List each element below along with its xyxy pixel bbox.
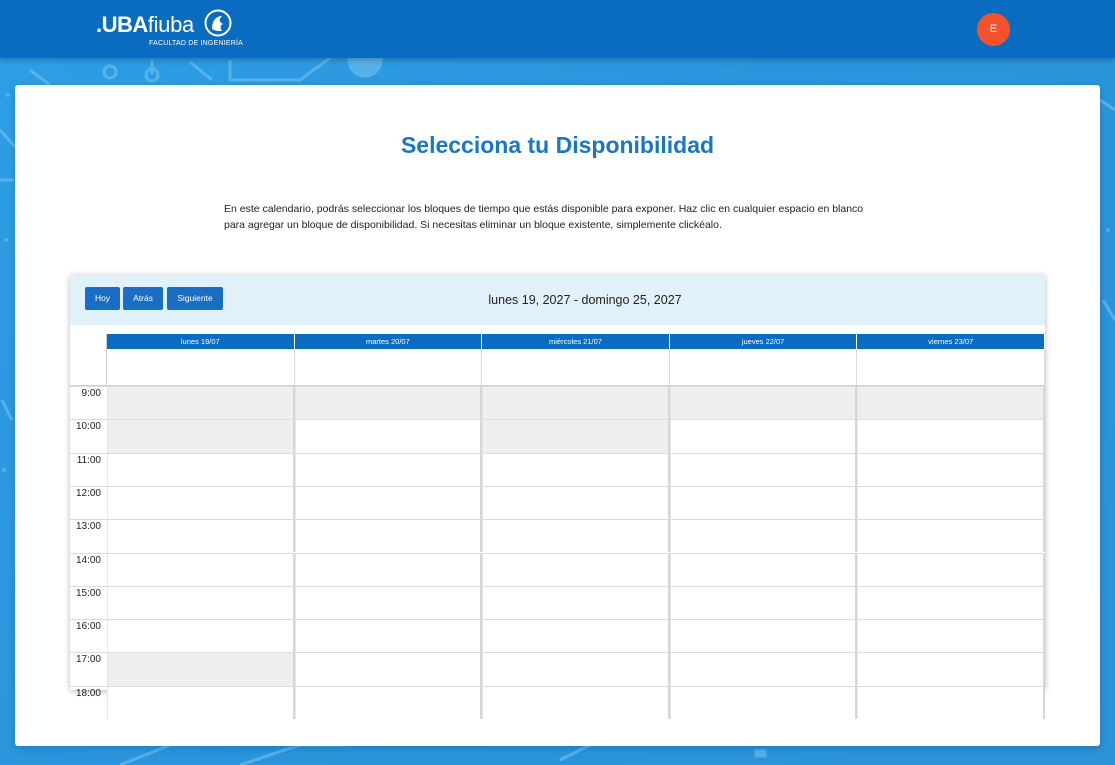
time-slot[interactable] bbox=[670, 652, 858, 685]
time-slot[interactable] bbox=[482, 519, 670, 552]
time-slot[interactable] bbox=[482, 553, 670, 586]
all-day-cell[interactable] bbox=[295, 349, 483, 385]
time-slot[interactable] bbox=[670, 553, 858, 586]
gutter-hour-line bbox=[70, 586, 107, 587]
time-slot[interactable] bbox=[857, 686, 1045, 719]
time-slot[interactable] bbox=[295, 586, 483, 619]
availability-block[interactable] bbox=[295, 386, 483, 419]
logo-wordmark bbox=[96, 13, 194, 37]
time-slot[interactable] bbox=[857, 619, 1045, 652]
next-button[interactable]: Siguiente bbox=[167, 287, 223, 310]
time-slot[interactable] bbox=[670, 519, 858, 552]
gutter-hour-line bbox=[70, 686, 107, 687]
all-day-cell[interactable] bbox=[857, 349, 1045, 385]
availability-block[interactable] bbox=[482, 386, 670, 419]
time-slot[interactable] bbox=[295, 652, 483, 685]
time-slot[interactable] bbox=[482, 686, 670, 719]
week-grid bbox=[70, 334, 1045, 699]
time-slot[interactable] bbox=[295, 453, 483, 486]
day-column-header: jueves 22/07 bbox=[670, 334, 858, 349]
day-column-header: miércoles 21/07 bbox=[482, 334, 670, 349]
time-slot[interactable] bbox=[107, 686, 295, 719]
time-slot[interactable] bbox=[295, 519, 483, 552]
availability-block[interactable] bbox=[107, 386, 295, 419]
page-title: Selecciona tu Disponibilidad bbox=[400, 132, 715, 158]
time-slot[interactable] bbox=[107, 519, 295, 552]
time-slot[interactable] bbox=[295, 686, 483, 719]
time-slot[interactable] bbox=[107, 553, 295, 586]
hour-label: 9:00 bbox=[81, 388, 101, 399]
time-slot[interactable] bbox=[857, 519, 1045, 552]
time-slot[interactable] bbox=[295, 553, 483, 586]
time-slot[interactable] bbox=[670, 453, 858, 486]
intro-line-2: para agregar un bloque de disponibilidad. Si necesitas eliminar un bloque existente, simplemente clickéalo. bbox=[224, 219, 722, 231]
date-range-label: lunes 19, 2027 - domingo 25, 2027 bbox=[488, 293, 682, 307]
gutter-hour-line bbox=[70, 519, 107, 520]
time-slot[interactable] bbox=[482, 486, 670, 519]
hour-label: 12:00 bbox=[75, 487, 101, 499]
gutter-hour-line bbox=[70, 453, 107, 454]
time-slot[interactable] bbox=[107, 453, 295, 486]
gutter-hour-line bbox=[70, 419, 107, 420]
hour-label: 16:00 bbox=[75, 621, 101, 633]
hour-label: 10:00 bbox=[75, 421, 101, 433]
gutter-hour-line bbox=[70, 652, 107, 653]
fiuba-emblem-icon bbox=[204, 9, 232, 37]
availability-block[interactable] bbox=[107, 652, 295, 685]
hour-label: 17:00 bbox=[75, 654, 101, 666]
hour-label: 13:00 bbox=[75, 521, 101, 533]
availability-block[interactable] bbox=[670, 386, 858, 419]
time-slot[interactable] bbox=[670, 619, 858, 652]
intro-line-1: En este calendario, podrás seleccionar los bloques de tiempo que estás disponible para exponer. Haz clic en cualquier espacio en blanco bbox=[224, 203, 864, 215]
time-slot[interactable] bbox=[857, 586, 1045, 619]
time-slot[interactable] bbox=[482, 619, 670, 652]
time-slot[interactable] bbox=[670, 419, 858, 452]
hour-label: 11:00 bbox=[76, 454, 101, 466]
time-slot[interactable] bbox=[482, 453, 670, 486]
hour-label: 18:00 bbox=[75, 687, 101, 699]
hour-label: 14:00 bbox=[75, 554, 101, 566]
today-button[interactable]: Hoy bbox=[85, 287, 120, 310]
gutter-hour-line bbox=[70, 486, 107, 487]
time-slot[interactable] bbox=[107, 586, 295, 619]
gutter-hour-line bbox=[70, 619, 107, 620]
time-gutter-header bbox=[70, 334, 107, 385]
time-slot[interactable] bbox=[482, 586, 670, 619]
main-card bbox=[15, 85, 1100, 746]
time-slot[interactable] bbox=[670, 586, 858, 619]
all-day-cell[interactable] bbox=[670, 349, 858, 385]
time-slot[interactable] bbox=[670, 686, 858, 719]
user-avatar[interactable]: E bbox=[977, 13, 1010, 46]
logo-subtitle: FACULTAD DE INGENIERÍA bbox=[149, 40, 243, 47]
day-column-header: viernes 23/07 bbox=[857, 334, 1045, 349]
all-day-cell[interactable] bbox=[482, 349, 670, 385]
all-day-cell[interactable] bbox=[107, 349, 295, 385]
time-slot[interactable] bbox=[107, 619, 295, 652]
time-slot[interactable] bbox=[295, 419, 483, 452]
day-column-header: lunes 19/07 bbox=[107, 334, 295, 349]
gutter-hour-line bbox=[70, 386, 107, 387]
gutter-hour-line bbox=[70, 553, 107, 554]
time-slot[interactable] bbox=[482, 652, 670, 685]
availability-block[interactable] bbox=[482, 419, 670, 452]
availability-calendar bbox=[70, 275, 1045, 699]
time-slot[interactable] bbox=[295, 619, 483, 652]
intro-text bbox=[224, 201, 904, 233]
logo-uba-text: .UBA bbox=[96, 12, 148, 37]
time-slot[interactable] bbox=[857, 553, 1045, 586]
top-navigation-bar bbox=[0, 0, 1115, 58]
time-slot[interactable] bbox=[295, 486, 483, 519]
logo-fiuba-text: fiuba bbox=[147, 12, 194, 37]
time-slot[interactable] bbox=[107, 486, 295, 519]
availability-block[interactable] bbox=[107, 419, 295, 452]
fiuba-logo[interactable] bbox=[96, 9, 243, 51]
time-slot[interactable] bbox=[857, 453, 1045, 486]
time-slot[interactable] bbox=[857, 419, 1045, 452]
day-column-header: martes 20/07 bbox=[295, 334, 483, 349]
back-button[interactable]: Atrás bbox=[123, 287, 163, 310]
time-slot[interactable] bbox=[857, 652, 1045, 685]
availability-block[interactable] bbox=[857, 386, 1045, 419]
time-slot[interactable] bbox=[670, 486, 858, 519]
time-slot[interactable] bbox=[857, 486, 1045, 519]
hour-label: 15:00 bbox=[75, 587, 101, 599]
calendar-toolbar bbox=[70, 275, 1045, 325]
